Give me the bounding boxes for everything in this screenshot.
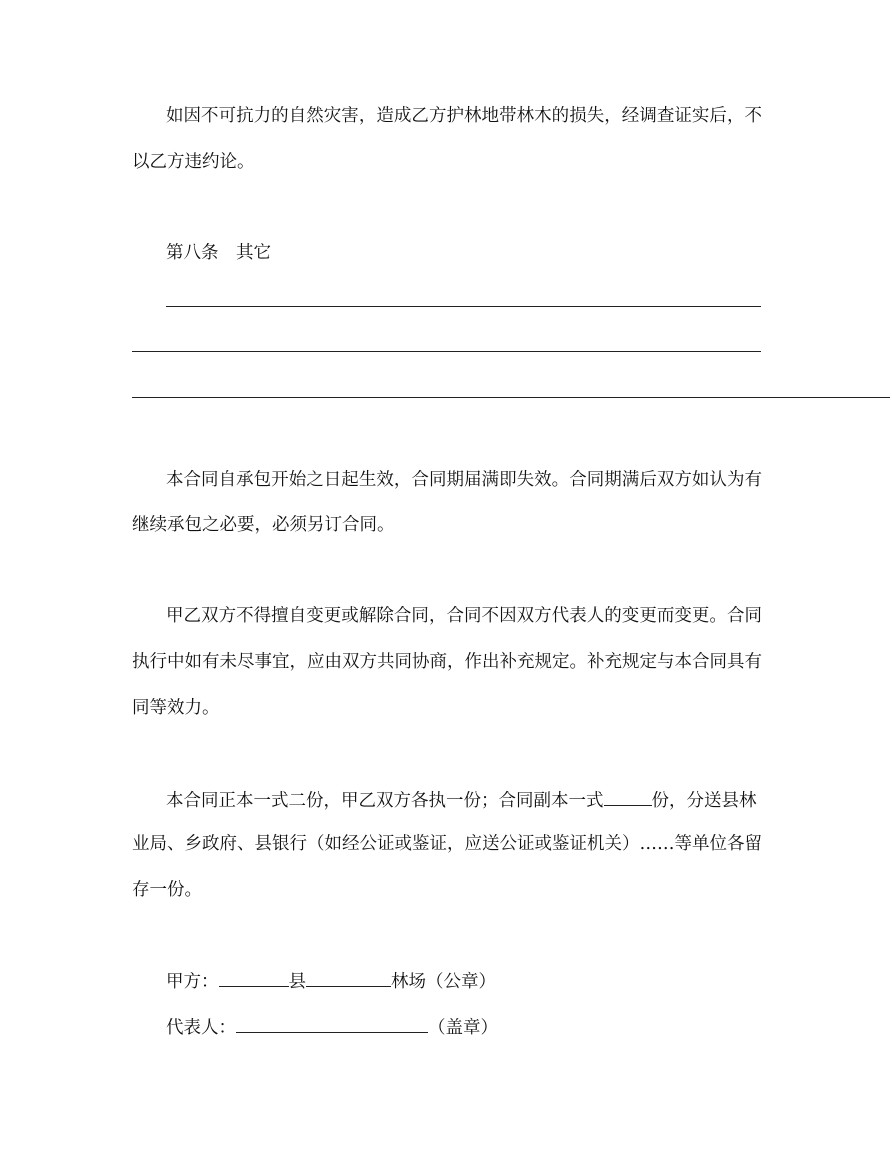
copies-line-3: 存一份。 xyxy=(132,880,202,900)
force-majeure-line-2: 以乙方违约论。 xyxy=(132,152,255,172)
force-majeure-line-1: 如因不可抗力的自然灾害，造成乙方护林地带林木的损失，经调查证实后，不 xyxy=(166,106,762,126)
seal-label: （盖章） xyxy=(428,1018,498,1038)
party-a-line xyxy=(166,968,496,994)
county-label: 县 xyxy=(288,972,306,992)
farm-label: 林场（公章） xyxy=(391,972,496,992)
changes-line-3: 同等效力。 xyxy=(132,698,220,718)
party-a-label: 甲方： xyxy=(166,972,219,992)
county-blank xyxy=(219,968,289,987)
changes-line-2: 执行中如有未尽事宜，应由双方共同协商，作出补充规定。补充规定与本合同具有 xyxy=(132,652,762,672)
fill-in-line-3 xyxy=(132,397,890,398)
copies-text-a: 本合同正本一式二份，甲乙双方各执一份；合同副本一式 xyxy=(166,791,604,811)
copies-line-1 xyxy=(166,787,757,813)
farm-blank xyxy=(306,968,391,987)
validity-line-2: 继续承包之必要，必须另订合同。 xyxy=(132,515,395,535)
copies-count-blank xyxy=(604,787,652,806)
changes-line-1: 甲乙双方不得擅自变更或解除合同，合同不因双方代表人的变更而变更。合同 xyxy=(166,606,762,626)
copies-line-2: 业局、乡政府、县银行（如经公证或鉴证，应送公证或鉴证机关）……等单位各留 xyxy=(132,834,762,854)
representative-line xyxy=(166,1014,498,1040)
fill-in-line-1 xyxy=(166,306,761,307)
representative-label: 代表人： xyxy=(166,1018,236,1038)
article-8-heading: 第八条 其它 xyxy=(166,243,271,263)
representative-blank xyxy=(236,1014,428,1033)
copies-text-b: 份，分送县林 xyxy=(651,791,757,811)
validity-line-1: 本合同自承包开始之日起生效，合同期届满即失效。合同期满后双方如认为有 xyxy=(166,470,762,490)
fill-in-line-2 xyxy=(132,351,761,352)
